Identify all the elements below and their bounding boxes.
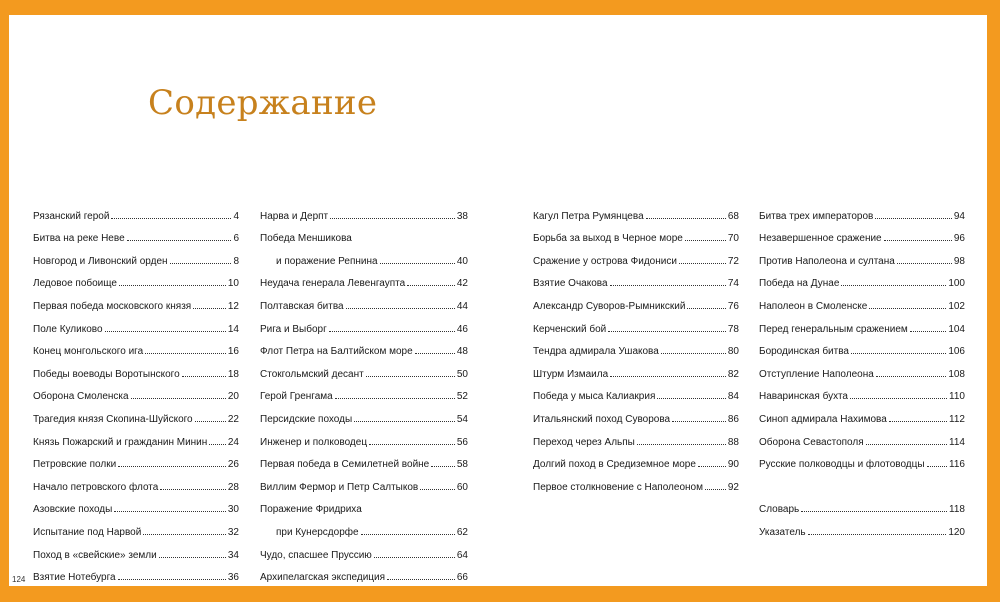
- toc-entry-page: 100: [948, 278, 965, 290]
- toc-entry[interactable]: [33, 222, 239, 245]
- dot-leader: [145, 353, 226, 354]
- toc-entry-page: 24: [227, 436, 239, 448]
- toc-entry-title: Итальянский поход Суворова: [533, 413, 671, 425]
- toc-entry[interactable]: [260, 267, 468, 290]
- toc-entry-page: 8: [233, 255, 239, 267]
- dot-leader: [369, 444, 455, 445]
- toc-entry[interactable]: [33, 312, 239, 335]
- toc-entry-page: 84: [727, 391, 739, 403]
- toc-entry-page: 54: [456, 413, 468, 425]
- toc-entry-page: 6: [233, 233, 239, 245]
- toc-entry-title: Александр Суворов-Рымникский: [533, 300, 686, 312]
- toc-entry[interactable]: [759, 222, 965, 245]
- toc-entry[interactable]: [33, 380, 239, 403]
- toc-entry-page: 30: [227, 504, 239, 516]
- toc-entry[interactable]: [759, 357, 965, 380]
- toc-entry-title: Полтавская битва: [260, 300, 344, 312]
- dot-leader: [346, 308, 455, 309]
- toc-entry-page: 50: [456, 368, 468, 380]
- toc-entry-title: Битва трех императоров: [759, 210, 874, 222]
- toc-entry-page: 74: [727, 278, 739, 290]
- toc-entry[interactable]: [33, 402, 239, 425]
- toc-entry[interactable]: [759, 425, 965, 448]
- dot-leader: [841, 285, 946, 286]
- toc-entry[interactable]: [33, 357, 239, 380]
- toc-entry-page: 48: [456, 346, 468, 358]
- dot-leader: [801, 511, 947, 512]
- toc-entry-title: Архипелагская экспедиция: [260, 572, 386, 584]
- dot-leader: [415, 353, 455, 354]
- toc-entry-title: Бородинская битва: [759, 346, 849, 358]
- toc-entry-title: Рязанский герой: [33, 210, 110, 222]
- toc-entry-page: 36: [227, 572, 239, 584]
- toc-entry-title: Испытание под Нарвой: [33, 526, 142, 538]
- toc-entry-page: 80: [727, 346, 739, 358]
- toc-entry-title: Победа у мыса Калиакрия: [533, 391, 656, 403]
- toc-entry-title: Наваринская бухта: [759, 391, 848, 403]
- toc-entry[interactable]: [533, 470, 739, 493]
- page-number: 124: [12, 575, 26, 584]
- dot-leader: [866, 444, 947, 445]
- toc-entry-page: 88: [727, 436, 739, 448]
- toc-entry-title: Начало петровского флота: [33, 481, 159, 493]
- toc-entry-title: Поражение Фридриха: [260, 504, 362, 516]
- dot-leader: [143, 534, 226, 535]
- toc-entry[interactable]: [33, 493, 239, 516]
- toc-entry[interactable]: [533, 312, 739, 335]
- dot-leader: [380, 263, 455, 264]
- toc-entry-title: и поражение Репнина: [276, 255, 378, 267]
- dot-leader: [889, 421, 947, 422]
- toc-entry[interactable]: [260, 380, 468, 403]
- toc-entry-page: 78: [727, 323, 739, 335]
- toc-entry-page: 64: [456, 549, 468, 561]
- toc-entry-page: 56: [456, 436, 468, 448]
- dot-leader: [195, 421, 226, 422]
- dot-leader: [672, 421, 726, 422]
- dot-leader: [193, 308, 226, 309]
- toc-entry[interactable]: [33, 199, 239, 222]
- dot-leader: [114, 511, 226, 512]
- toc-entry-title: Победа на Дунае: [759, 278, 840, 290]
- dot-leader: [366, 376, 455, 377]
- toc-entry-title: Чудо, спасшее Пруссию: [260, 549, 372, 561]
- toc-entry-title: Поход в «свейские» земли: [33, 549, 157, 561]
- toc-entry-page: 92: [727, 481, 739, 493]
- dot-leader: [335, 398, 455, 399]
- toc-entry-title: Оборона Смоленска: [33, 391, 129, 403]
- toc-entry-page: 18: [227, 368, 239, 380]
- toc-entry-page: 102: [948, 300, 965, 312]
- toc-entry-title: Словарь: [759, 504, 800, 516]
- toc-entry[interactable]: [533, 380, 739, 403]
- dot-leader: [105, 331, 226, 332]
- toc-entry-page: 106: [948, 346, 965, 358]
- toc-entry-title: Первая победа московского князя: [33, 300, 192, 312]
- toc-entry[interactable]: [260, 199, 468, 222]
- dot-leader: [685, 240, 726, 241]
- toc-entry[interactable]: [260, 425, 468, 448]
- toc-entry-title: Нарва и Дерпт: [260, 210, 329, 222]
- toc-entry-title: Битва на реке Неве: [33, 233, 125, 245]
- page-title: Содержание: [148, 83, 378, 123]
- toc-entry-page: 38: [456, 210, 468, 222]
- toc-entry-page: 14: [227, 323, 239, 335]
- dot-leader: [657, 398, 726, 399]
- toc-entry-title: Инженер и полководец: [260, 436, 368, 448]
- toc-entry-page: 16: [227, 346, 239, 358]
- dot-leader: [127, 240, 232, 241]
- toc-entry-page: 94: [953, 210, 965, 222]
- toc-entry[interactable]: [533, 244, 739, 267]
- toc-column-2: [260, 199, 468, 583]
- toc-entry-title: Русские полководцы и флотоводцы: [759, 459, 925, 471]
- dot-leader: [876, 376, 947, 377]
- toc-entry-title: Петровские полки: [33, 459, 117, 471]
- toc-entry-page: 66: [456, 572, 468, 584]
- toc-entry-title: Флот Петра на Балтийском море: [260, 346, 413, 358]
- dot-leader: [354, 421, 455, 422]
- toc-entry-title: Перед генеральным сражением: [759, 323, 908, 335]
- dot-leader: [159, 557, 226, 558]
- toc-entry-title: Незавершенное сражение: [759, 233, 882, 245]
- toc-entry[interactable]: [759, 199, 965, 222]
- toc-entry-title: Первое столкновение с Наполеоном: [533, 481, 703, 493]
- toc-entry-page: 114: [949, 436, 965, 448]
- toc-entry[interactable]: [33, 244, 239, 267]
- toc-entry-title: Новгород и Ливонский орден: [33, 255, 168, 267]
- toc-entry-title: Штурм Измаила: [533, 368, 609, 380]
- dot-leader: [160, 489, 226, 490]
- toc-entry[interactable]: [260, 448, 468, 471]
- toc-entry-title: Стокгольмский десант: [260, 368, 364, 380]
- toc-entry[interactable]: [260, 289, 468, 312]
- toc-entry[interactable]: [260, 312, 468, 335]
- toc-entry-page: 72: [727, 255, 739, 267]
- toc-entry[interactable]: [533, 357, 739, 380]
- toc-entry-page: 104: [948, 323, 965, 335]
- toc-entry-page: 120: [948, 526, 965, 538]
- toc-entry-title: Взятие Очакова: [533, 278, 608, 290]
- toc-entry-page: 86: [727, 413, 739, 425]
- dot-leader: [374, 557, 455, 558]
- toc-entry-title: Кагул Петра Румянцева: [533, 210, 644, 222]
- toc-entry[interactable]: [759, 448, 965, 471]
- toc-entry-title: Наполеон в Смоленске: [759, 300, 868, 312]
- toc-entry[interactable]: [260, 561, 468, 584]
- toc-entry[interactable]: [260, 493, 468, 516]
- toc-entry[interactable]: [260, 335, 468, 358]
- toc-entry-title: Оборона Севастополя: [759, 436, 864, 448]
- dot-leader: [875, 218, 952, 219]
- toc-entry-title: Победы воеводы Воротынского: [33, 368, 180, 380]
- toc-entry-page: 110: [949, 391, 965, 403]
- toc-entry[interactable]: [33, 515, 239, 538]
- dot-leader: [361, 534, 455, 535]
- toc-entry-title: Ледовое побоище: [33, 278, 117, 290]
- dot-leader: [118, 579, 226, 580]
- toc-column-3: [533, 199, 739, 493]
- toc-entry-title: Сражение у острова Фидониси: [533, 255, 677, 267]
- toc-entry[interactable]: [533, 222, 739, 245]
- toc-entry-title: Трагедия князя Скопина-Шуйского: [33, 413, 193, 425]
- toc-entry[interactable]: [759, 402, 965, 425]
- toc-entry[interactable]: [260, 538, 468, 561]
- toc-entry[interactable]: [759, 289, 965, 312]
- toc-entry[interactable]: [33, 267, 239, 290]
- dot-leader: [608, 331, 726, 332]
- dot-leader: [705, 489, 726, 490]
- dot-leader: [111, 218, 231, 219]
- dot-leader: [897, 263, 952, 264]
- toc-entry[interactable]: [33, 425, 239, 448]
- toc-entry-title: Долгий поход в Средиземное море: [533, 459, 696, 471]
- toc-entry[interactable]: [260, 357, 468, 380]
- dot-leader: [182, 376, 226, 377]
- toc-entry[interactable]: [533, 267, 739, 290]
- dot-leader: [119, 285, 226, 286]
- dot-leader: [687, 308, 725, 309]
- toc-entry-page: 68: [727, 210, 739, 222]
- toc-entry[interactable]: [33, 448, 239, 471]
- toc-entry-page: 34: [227, 549, 239, 561]
- toc-entry[interactable]: [33, 289, 239, 312]
- toc-entry-page: 46: [456, 323, 468, 335]
- toc-entry-page: 82: [727, 368, 739, 380]
- toc-entry-title: Виллим Фермор и Петр Салтыков: [260, 481, 419, 493]
- dot-leader: [808, 534, 947, 535]
- toc-entry-title: при Кунерсдорфе: [276, 526, 359, 538]
- toc-entry[interactable]: [33, 561, 239, 584]
- toc-entry-title: Переход через Альпы: [533, 436, 635, 448]
- toc-entry-title: Персидские походы: [260, 413, 353, 425]
- dot-leader: [329, 331, 455, 332]
- toc-entry[interactable]: [260, 244, 468, 267]
- toc-entry-title: Неудача генерала Левенгаупта: [260, 278, 406, 290]
- dot-leader: [118, 466, 226, 467]
- dot-leader: [698, 466, 726, 467]
- toc-entry-page: 26: [227, 459, 239, 471]
- toc-entry[interactable]: [759, 515, 965, 538]
- toc-entry-title: Керченский бой: [533, 323, 607, 335]
- book-page: [9, 15, 987, 586]
- toc-entry[interactable]: [533, 199, 739, 222]
- toc-entry-title: Победа Меншикова: [260, 233, 352, 245]
- toc-entry-page: 118: [949, 504, 965, 516]
- toc-entry[interactable]: [260, 222, 468, 245]
- dot-leader: [637, 444, 726, 445]
- toc-entry-page: 52: [456, 391, 468, 403]
- dot-leader: [646, 218, 726, 219]
- dot-leader: [869, 308, 946, 309]
- toc-entry[interactable]: [759, 312, 965, 335]
- dot-leader: [131, 398, 226, 399]
- toc-entry-page: 62: [456, 526, 468, 538]
- toc-entry[interactable]: [33, 470, 239, 493]
- toc-entry-page: 98: [953, 255, 965, 267]
- toc-entry[interactable]: [260, 515, 468, 538]
- toc-entry-title: Тендра адмирала Ушакова: [533, 346, 659, 358]
- dot-leader: [431, 466, 455, 467]
- toc-entry-page: 70: [727, 233, 739, 245]
- toc-entry-page: 108: [948, 368, 965, 380]
- toc-entry-page: 40: [456, 255, 468, 267]
- dot-leader: [209, 444, 226, 445]
- toc-entry-page: 58: [456, 459, 468, 471]
- dot-leader: [884, 240, 952, 241]
- toc-entry[interactable]: [533, 448, 739, 471]
- toc-entry-page: 12: [227, 300, 239, 312]
- toc-entry-title: Герой Гренгама: [260, 391, 333, 403]
- toc-column-4: [759, 199, 965, 538]
- dot-leader: [330, 218, 455, 219]
- toc-entry[interactable]: [759, 244, 965, 267]
- dot-leader: [927, 466, 947, 467]
- toc-entry-page: 20: [227, 391, 239, 403]
- toc-entry[interactable]: [33, 538, 239, 561]
- toc-entry-page: 76: [727, 300, 739, 312]
- toc-entry-page: 112: [949, 413, 965, 425]
- toc-entry[interactable]: [533, 425, 739, 448]
- toc-entry-page: 22: [227, 413, 239, 425]
- toc-entry-title: Азовские походы: [33, 504, 113, 516]
- toc-entry-page: 10: [227, 278, 239, 290]
- toc-entry[interactable]: [533, 289, 739, 312]
- toc-entry-title: Борьба за выход в Черное море: [533, 233, 683, 245]
- toc-spacer: [759, 470, 965, 493]
- toc-entry-title: Рига и Выборг: [260, 323, 327, 335]
- toc-entry[interactable]: [260, 470, 468, 493]
- toc-entry-page: 60: [456, 481, 468, 493]
- toc-entry-page: 116: [949, 459, 965, 471]
- dot-leader: [661, 353, 726, 354]
- toc-entry-title: Поле Куликово: [33, 323, 103, 335]
- toc-entry-title: Синоп адмирала Нахимова: [759, 413, 887, 425]
- toc-entry-title: Конец монгольского ига: [33, 346, 144, 358]
- dot-leader: [407, 285, 455, 286]
- toc-entry-page: 42: [456, 278, 468, 290]
- toc-entry-page: 4: [233, 210, 239, 222]
- toc-entry[interactable]: [260, 402, 468, 425]
- dot-leader: [387, 579, 455, 580]
- toc-entry-page: 32: [227, 526, 239, 538]
- toc-entry[interactable]: [533, 402, 739, 425]
- dot-leader: [851, 353, 946, 354]
- toc-entry-title: Первая победа в Семилетней войне: [260, 459, 430, 471]
- toc-entry-title: Указатель: [759, 526, 806, 538]
- dot-leader: [610, 285, 726, 286]
- toc-column-1: [33, 199, 239, 583]
- toc-entry-page: 90: [727, 459, 739, 471]
- toc-entry[interactable]: [533, 335, 739, 358]
- dot-leader: [610, 376, 726, 377]
- dot-leader: [420, 489, 455, 490]
- toc-entry-title: Взятие Нотебурга: [33, 572, 116, 584]
- toc-entry-page: 44: [456, 300, 468, 312]
- toc-entry-page: 28: [227, 481, 239, 493]
- dot-leader: [910, 331, 947, 332]
- toc-entry-title: Князь Пожарский и гражданин Минин: [33, 436, 208, 448]
- dot-leader: [679, 263, 726, 264]
- dot-leader: [170, 263, 232, 264]
- toc-entry-title: Отступление Наполеона: [759, 368, 874, 380]
- toc-entry[interactable]: [759, 380, 965, 403]
- dot-leader: [850, 398, 947, 399]
- toc-entry[interactable]: [759, 335, 965, 358]
- toc-entry-title: Против Наполеона и султана: [759, 255, 895, 267]
- toc-entry[interactable]: [759, 267, 965, 290]
- toc-entry-page: 96: [953, 233, 965, 245]
- toc-entry[interactable]: [759, 493, 965, 516]
- toc-entry[interactable]: [33, 335, 239, 358]
